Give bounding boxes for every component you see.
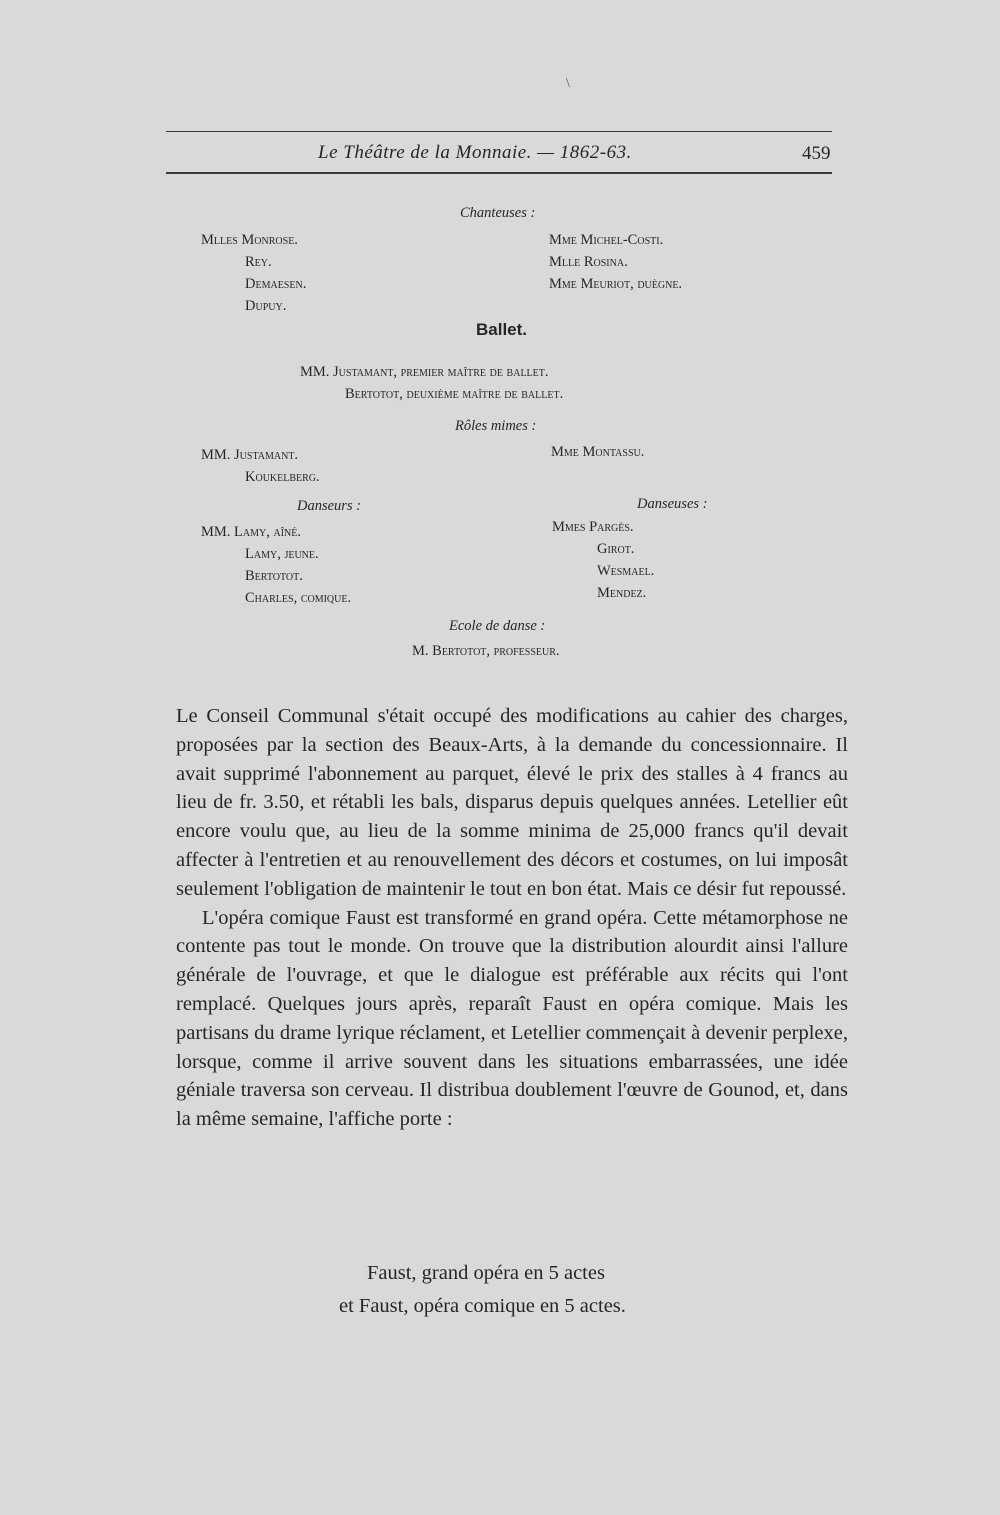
danseuses-list (552, 516, 654, 604)
list-item: Mendez. (597, 585, 647, 601)
list-item: Rey. (245, 254, 272, 270)
list-item: Mlle Rosina. (549, 254, 628, 270)
stray-mark: \ (566, 76, 570, 91)
danseurs-list (201, 521, 351, 609)
list-item: Dupuy. (245, 298, 287, 314)
ballet-heading: Ballet. (476, 320, 528, 339)
list-item: Koukelberg. (245, 469, 320, 485)
chanteuses-left-list (201, 229, 306, 317)
ecole-heading: Ecole de danse : (449, 618, 546, 634)
danseurs-heading: Danseurs : (297, 498, 362, 514)
paragraph-faust: L'opéra comique Faust est transformé en grand opéra. Cette métamorphose ne contente pas tout le monde. On trouve que la distribution alourdit ainsi l'allure générale de l'ouvrage, et que le dialogue est préférable aux récits qui l'ont remplacé. Quelques jours après, reparaît Faust en opéra comique. Mais les partisans du drame lyrique réclament, et Letellier commençait à devenir perplexe, lorsque, comme il arrive souvent dans les situations embarrassées, une idée géniale traversa son cerveau. Il distribua doublement l'œuvre de Gounod, et, dans la même semaine, l'affiche porte : (176, 906, 848, 1131)
ecole-line: M. Bertotot, professeur. (412, 643, 560, 659)
roles-mimes-heading: Rôles mimes : (455, 418, 537, 434)
list-item: Mme Michel-Costi. (549, 232, 664, 248)
body-text (176, 702, 848, 1134)
list-item: Mme Meuriot, duègne. (549, 276, 683, 292)
chanteuses-heading: Chanteuses : (460, 205, 536, 221)
list-item: MM. Justamant. (201, 447, 299, 463)
list-item: MM. Lamy, aîné. (201, 524, 301, 540)
ballet-masters (300, 361, 563, 405)
chanteuses-right-list (549, 229, 682, 295)
page-number: 459 (802, 143, 831, 164)
faust-line-opera-comique: et Faust, opéra comique en 5 actes. (339, 1295, 626, 1317)
paragraph-conseil: Le Conseil Communal s'était occupé des modifications au cahier des charges, proposées par la section des Beaux-Arts, à la demande du concessionnaire. Il avait supprimé l'abonnement au parquet, élevé le prix des stalles à 4 francs au lieu de fr. 3.50, et rétabli les bals, disparus depuis quelques années. Letellier eût encore voulu que, au lieu de la somme minima de 25,000 francs qu'il devait affecter à l'entretien et au renouvellement des décors et costumes, on lui imposât seulement l'obligation de maintenir le tout en bon état. Mais ce désir fut repoussé. (176, 705, 848, 900)
list-item: Girot. (597, 541, 635, 557)
list-item: Bertotot, deuxième maître de ballet. (345, 386, 564, 402)
header-rule-top (166, 131, 832, 132)
danseuses-heading: Danseuses : (637, 496, 708, 512)
list-item: Bertotot. (245, 568, 303, 584)
list-item: Wesmael. (597, 563, 655, 579)
roles-left-list (201, 444, 320, 488)
list-item: Charles, comique. (245, 590, 352, 606)
header-rule-bottom (166, 172, 832, 174)
list-item: Mme Montassu. (551, 444, 645, 460)
list-item: Lamy, jeune. (245, 546, 319, 562)
faust-line-grand-opera: Faust, grand opéra en 5 actes (367, 1262, 605, 1284)
list-item: Mlles Monrose. (201, 232, 298, 248)
roles-right-list (551, 441, 644, 463)
list-item: MM. Justamant, premier maître de ballet. (300, 364, 549, 380)
list-item: Mmes Pargès. (552, 519, 634, 535)
running-title: Le Théâtre de la Monnaie. — 1862-63. (318, 142, 632, 163)
list-item: Demaesen. (245, 276, 307, 292)
